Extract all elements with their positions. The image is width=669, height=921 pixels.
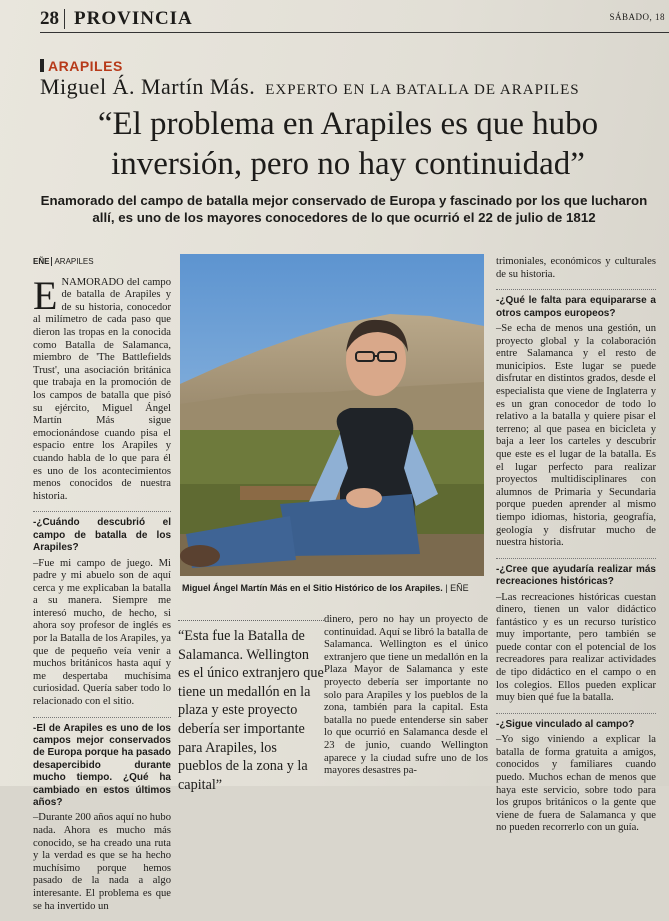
issue-date: SÁBADO, 18: [609, 12, 665, 22]
question-5: -¿Sigue vinculado al campo?: [496, 713, 656, 731]
kicker: [40, 58, 123, 74]
photo-illustration: [180, 254, 484, 576]
column-2-text: dinero, pero no hay un proyecto de continuidad. Aquí se libró la batalla de Salamanca. Wellington es el único extranjero que tiene un medallón en la Plaza Mayor de Salamanca y este proyecto debería ser importante no solo para Arapiles y los pueblos de la zona, también para la capital. Esta batalla no puede entenderse sin saber lo que ocurrió en Salamanca desde el 23 de junio, cuando Wellington aparece y la ciudad sufre uno de los mayores desastres pa-: [324, 614, 488, 777]
interviewee-name: Miguel Á. Martín Más.: [40, 74, 256, 99]
interview-photo: [180, 254, 484, 576]
section-title: PROVINCIA: [74, 8, 193, 29]
photo-caption: [182, 583, 482, 593]
page-number: 28: [40, 9, 65, 29]
answer-1: –Fue mi campo de juego. Mi padre y mi abuelo son de aquí cerca y me explicaban la batalla a su manera. Siempre me interesó mucho, de hecho, si ahora soy profesor de inglés es por la Batalla de los Arapiles, ya que de pequeño veía venir a muchos británicos hasta aquí y me despertaba muchísima curiosidad. Quería saber todo lo relacionado con el sitio.: [33, 557, 171, 708]
kicker-text: ARAPILES: [48, 58, 123, 74]
page-header: [40, 6, 669, 33]
answer-4: –Las recreaciones históricas cuestan dinero, tienen un valor didáctico fantástico y es un recurso turístico muy importante, pero también se puede contar con el potencial de los recreadores para realizar actividades de tipo didáctico en el campo o en los colegios. Ellos pueden explicar muy bien qué fue la batalla.: [496, 591, 656, 704]
pull-quote: “Esta fue la Batalla de Salamanca. Wellington es el único extranjero que tiene un medallón en la plaza y este proyecto debería ser importante para Arapiles, los pueblos de la zona y la capital”: [178, 620, 324, 794]
column-3-continuation: trimoniales, económicos y culturales de su historia.: [496, 256, 656, 280]
source-tag: [33, 256, 171, 269]
column-1: [33, 256, 171, 921]
intro-text: NAMORADO del campo de batalla de Arapiles y de su historia, conocedor al milímetro de cada paso que dieron las tropas en la conocida como Batalla de Salamanca, miembro de 'The Battlefields Trust', una asociación británica que trabaja en la promoción de los campos de batalla que pisó su ejército, Miguel Ángel Martín Más sigue emocionándose cuando pisa el espacio entre los Arapiles y cuando habla de lo que para él es uno de los acontecimientos menos conocidos de nuestra historia.: [33, 276, 171, 502]
source-brand: EÑE: [33, 257, 52, 266]
caption-text: Miguel Ángel Martín Más en el Sitio Histórico de los Arapiles.: [182, 583, 443, 593]
lead-paragraph: Enamorado del campo de batalla mejor conservado de Europa y fascinado por los que lucharon allí, es uno de los mayores conocedores de lo que ocurrió el 22 de julio de 1812: [40, 193, 648, 225]
question-3: -¿Qué le falta para equipararse a otros campos europeos?: [496, 289, 656, 320]
drop-cap: E: [33, 272, 58, 318]
answer-2: –Durante 200 años aquí no hubo nada. Ahora es mucho más conocido, se ha creado una ruta y la verdad es que se ha hecho muchísimo porque hemos pasado de la nada a algo interesante. El problema es que se ha invertido un: [33, 812, 171, 912]
kicker-bar: [40, 59, 44, 72]
column-2: [324, 614, 488, 786]
caption-credit: | EÑE: [445, 583, 469, 593]
byline: [40, 74, 580, 100]
interviewee-role: EXPERTO EN LA BATALLA DE ARAPILES: [265, 82, 580, 98]
intro-paragraph: [33, 272, 171, 504]
headline: “El problema en Arapiles es que hubo inversión, pero no hay continuidad”: [97, 106, 599, 182]
question-4: -¿Cree que ayudaría realizar más recreaciones históricas?: [496, 558, 656, 589]
answer-5: –Yo sigo viniendo a explicar la batalla de forma gratuita a amigos, conocidos y familiares cuando puedo. Muchos echan de menos que haya este servicio, sobre todo para los grupos británicos o la gente que viene de fuera de Salamanca y que no pueden recorrerlo con un guía.: [496, 734, 656, 834]
question-2: -El de Arapiles es uno de los campos mejor conservados de Europa porque ha pasado desapercibido durante mucho tiempo. ¿Qué ha cambiado en estos últimos años?: [33, 717, 171, 810]
question-1: -¿Cuándo descubrió el campo de batalla de los Arapiles?: [33, 511, 171, 554]
source-location: ARAPILES: [54, 257, 94, 266]
answer-3: –Se echa de menos una gestión, un proyecto global y la colaboración entre Salamanca y el resto de municipios. Este lugar se puede disfrutar en distintos grados, desde el especialista que viene de Inglaterra y es un gran conocedor de todo lo relativo a la batalla y quiere pisar el terreno; al que pasea en bicicleta y baja a leer los carteles y descubrir que este es el lugar de la batalla. Es el lugar perfecto para realizar proyectos multidisciplinares con alumnos de Primaria y Secundaria porque pueden aprender al mismo tiempo idiomas, historia, geografía, geología y disfrutar mucho de nuestra historia.: [496, 323, 656, 549]
column-3: [496, 256, 656, 843]
